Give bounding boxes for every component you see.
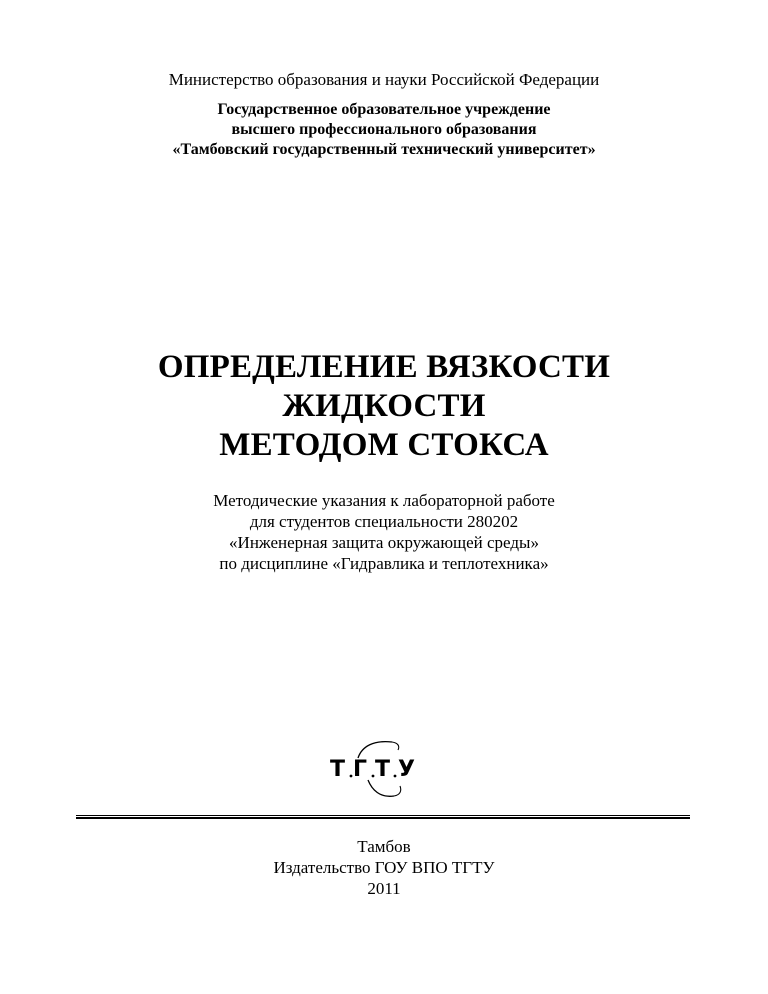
institution-line-2: высшего профессионального образования — [231, 121, 537, 138]
institution-line-1: Государственное образовательное учреждение — [217, 101, 551, 118]
title-line-2: ЖИДКОСТИ — [282, 388, 486, 424]
document-title — [0, 348, 768, 465]
logo-dot-1 — [350, 775, 353, 778]
institution-block — [0, 100, 768, 160]
ministry-line: Министерство образования и науки Российской Федерации — [168, 70, 600, 89]
imprint-block — [0, 836, 768, 899]
logo-dot-2 — [372, 775, 375, 778]
subtitle-line-3: «Инженерная защита окружающей среды» — [229, 533, 539, 552]
imprint-year: 2011 — [367, 879, 401, 898]
document-subtitle — [0, 490, 768, 574]
logo-arc-bottom-tail — [394, 786, 401, 796]
imprint-city: Тамбов — [357, 837, 411, 856]
subtitle-line-4: по дисциплине «Гидравлика и теплотехника» — [219, 554, 549, 573]
divider-thick-line — [76, 817, 690, 819]
logo-letter-1: Т — [330, 757, 346, 782]
horizontal-divider — [76, 815, 690, 820]
divider-thin-line — [76, 815, 690, 816]
tgtu-logo-icon — [318, 736, 428, 802]
logo-arc-top — [358, 742, 392, 758]
logo-letter-4: У — [398, 757, 415, 782]
subtitle-line-2: для студентов специальности 280202 — [249, 512, 519, 531]
imprint-publisher: Издательство ГОУ ВПО ТГТУ — [273, 858, 495, 877]
logo-arc-bottom — [368, 780, 394, 796]
logo-arc-top-tail — [392, 742, 399, 750]
institution-line-3: «Тамбовский государственный технический университет» — [172, 141, 596, 158]
logo-dot-3 — [394, 775, 397, 778]
logo-letter-2: Г — [353, 757, 368, 782]
title-line-3: МЕТОДОМ СТОКСА — [219, 427, 549, 463]
subtitle-line-1: Методические указания к лабораторной работе — [213, 491, 555, 510]
title-line-1: ОПРЕДЕЛЕНИЕ ВЯЗКОСТИ — [157, 349, 611, 385]
logo-letter-3: Т — [375, 757, 391, 782]
